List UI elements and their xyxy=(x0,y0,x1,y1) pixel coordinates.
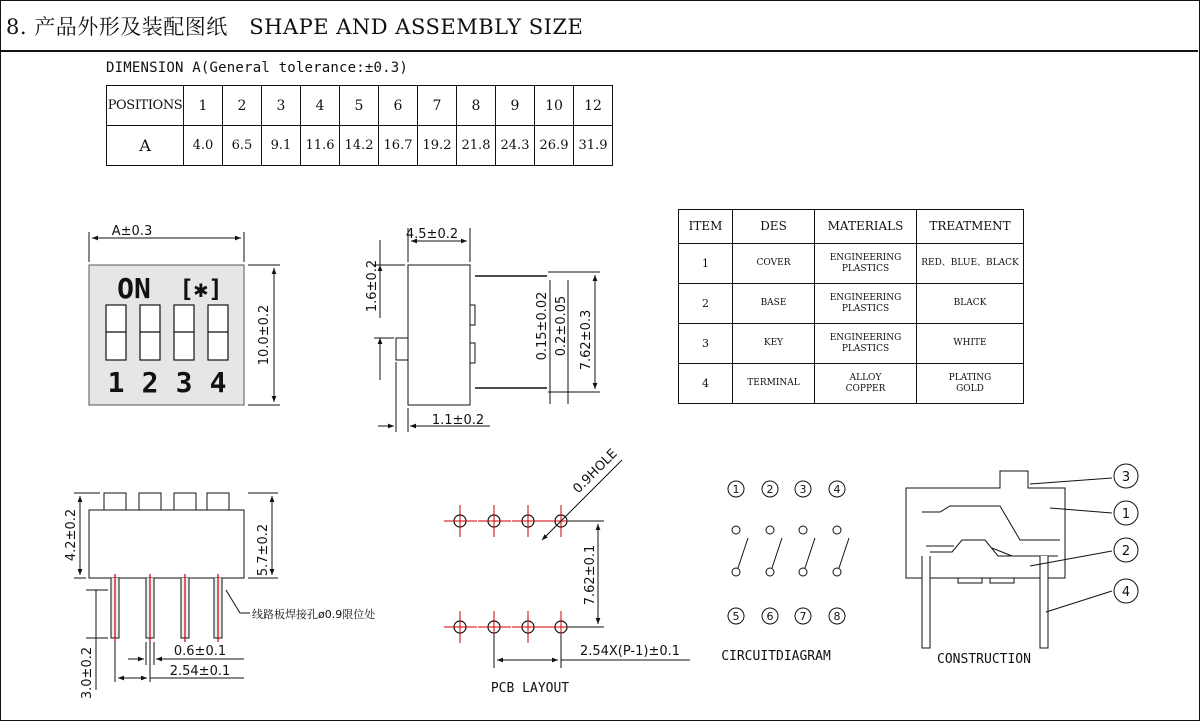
material-line: PLASTICS xyxy=(841,343,890,354)
base-foot xyxy=(958,578,982,583)
item-cell: 3 xyxy=(679,324,733,364)
side-dim-label: 7.62±0.3 xyxy=(579,309,594,371)
value-cell: 11.6 xyxy=(301,126,340,166)
front-body xyxy=(89,510,244,578)
side-tab xyxy=(470,305,475,325)
pcb-holes xyxy=(454,515,567,633)
switch-contact xyxy=(833,568,841,576)
front-dim-label: 3.0±0.2 xyxy=(80,646,95,700)
front-view xyxy=(74,493,278,690)
position-cell: 12 xyxy=(574,86,613,126)
switch-blade xyxy=(839,538,849,568)
front-key xyxy=(207,493,229,510)
title-cn: 8. 产品外形及装配图纸 xyxy=(6,15,228,39)
circuit-bottom-nodes xyxy=(728,608,845,624)
pcb-dim-label: 2.54X(P-1)±0.1 xyxy=(579,644,681,659)
key-line xyxy=(930,540,1058,556)
switch-contact xyxy=(732,568,740,576)
value-cell: 31.9 xyxy=(574,126,613,166)
base-foot xyxy=(990,578,1014,583)
switch-number: 2 xyxy=(141,366,159,399)
header-materials: MATERIALS xyxy=(815,210,917,244)
solder-note: 线路板焊接孔ø0.9限位处 xyxy=(252,608,376,621)
position-cell: 8 xyxy=(457,86,496,126)
switch-blade xyxy=(772,538,782,568)
node-number: 2 xyxy=(766,483,774,496)
switch-contact xyxy=(799,526,807,534)
position-cell: 1 xyxy=(184,86,223,126)
value-cell: 14.2 xyxy=(340,126,379,166)
treatment-line: WHITE xyxy=(953,338,987,348)
switch-number: 4 xyxy=(209,366,227,399)
item-cell: 2 xyxy=(679,284,733,324)
dim-a-label: A±0.3 xyxy=(111,224,153,239)
des-cell: KEY xyxy=(733,324,815,364)
value-cell: 4.0 xyxy=(184,126,223,166)
callout-number: 4 xyxy=(1121,585,1131,600)
construction-view xyxy=(906,464,1138,648)
position-cell: 3 xyxy=(262,86,301,126)
switch-contact xyxy=(833,526,841,534)
side-dim-label: 0.15±0.02 xyxy=(535,291,550,361)
des-cell: TERMINAL xyxy=(733,364,815,404)
value-cell: 6.5 xyxy=(223,126,262,166)
treatment-line: BLACK xyxy=(953,298,987,308)
pcb-dim-label: 7.62±0.1 xyxy=(583,544,598,606)
mark-label: [✱] xyxy=(179,275,223,303)
callout-leader xyxy=(1046,591,1112,612)
switch-contact xyxy=(732,526,740,534)
construction-caption: CONSTRUCTION xyxy=(937,652,1031,667)
material-line: COPPER xyxy=(845,383,886,394)
side-tab xyxy=(470,343,475,363)
position-cell: 5 xyxy=(340,86,379,126)
position-cell: 7 xyxy=(418,86,457,126)
terminal-pin xyxy=(922,556,930,648)
position-cell: 9 xyxy=(496,86,535,126)
des-cell: BASE xyxy=(733,284,815,324)
material-line: PLASTICS xyxy=(841,263,890,274)
des-cell: COVER xyxy=(733,244,815,284)
title-en: SHAPE AND ASSEMBLY SIZE xyxy=(249,15,584,39)
value-cell: 26.9 xyxy=(535,126,574,166)
position-cell: 10 xyxy=(535,86,574,126)
front-dim-label: 0.6±0.1 xyxy=(173,644,227,659)
value-cell: 24.3 xyxy=(496,126,535,166)
material-line: ALLOY xyxy=(849,372,882,383)
pcb-layout xyxy=(444,460,690,668)
node-number: 4 xyxy=(833,483,841,496)
side-dim-label: 1.1±0.2 xyxy=(431,413,485,428)
node-number: 6 xyxy=(766,610,774,623)
side-actuator xyxy=(396,338,408,360)
position-cell: 6 xyxy=(379,86,418,126)
switch-blade xyxy=(805,538,815,568)
node-number: 1 xyxy=(732,483,740,496)
switch-contact xyxy=(799,568,807,576)
circuit-diagram xyxy=(728,481,849,624)
node-number: 5 xyxy=(732,610,740,623)
switch-number: 3 xyxy=(175,366,193,399)
header-des: DES xyxy=(733,210,815,244)
node-number: 8 xyxy=(833,610,841,623)
note-leader xyxy=(226,590,250,613)
cover-inner-line xyxy=(922,506,1060,540)
front-key xyxy=(174,493,196,510)
value-cell: 16.7 xyxy=(379,126,418,166)
treatment-line: PLATING xyxy=(948,372,992,383)
side-width-label: 4.5±0.2 xyxy=(405,227,459,242)
value-cell: 21.8 xyxy=(457,126,496,166)
material-line: ENGINEERING xyxy=(829,252,902,263)
circuit-caption: CIRCUITDIAGRAM xyxy=(721,649,831,664)
position-cell: 4 xyxy=(301,86,340,126)
a-header: A xyxy=(107,126,184,166)
node-number: 3 xyxy=(799,483,807,496)
switch-blade xyxy=(738,538,748,568)
treatment-line: GOLD xyxy=(956,383,984,394)
position-cell: 2 xyxy=(223,86,262,126)
material-line: PLASTICS xyxy=(841,303,890,314)
side-dim-label: 0.2±0.05 xyxy=(554,295,569,357)
circuit-switches xyxy=(732,526,849,576)
material-line: ENGINEERING xyxy=(829,332,902,343)
switch-number: 1 xyxy=(107,366,125,399)
positions-header: POSITIONS xyxy=(107,86,184,126)
front-key xyxy=(104,493,126,510)
item-cell: 4 xyxy=(679,364,733,404)
contact-line xyxy=(926,546,1012,556)
callout-number: 2 xyxy=(1121,544,1131,559)
value-cell: 9.1 xyxy=(262,126,301,166)
value-cell: 19.2 xyxy=(418,126,457,166)
hole-leader xyxy=(542,460,622,540)
front-dim-label: 2.54±0.1 xyxy=(169,664,231,679)
switch-contact xyxy=(766,568,774,576)
item-cell: 1 xyxy=(679,244,733,284)
callout-leader xyxy=(1030,478,1112,484)
circuit-top-nodes xyxy=(728,481,845,497)
hole-label: 0.9HOLE xyxy=(570,446,621,497)
side-dim-label: 1.6±0.2 xyxy=(365,259,380,313)
callout-number: 3 xyxy=(1121,470,1131,485)
header-item: ITEM xyxy=(679,210,733,244)
on-label: ON xyxy=(117,272,151,305)
switch-contact xyxy=(766,526,774,534)
terminal-pin xyxy=(1040,556,1048,648)
callout-leader xyxy=(1050,508,1112,513)
dimension-caption: DIMENSION A(General tolerance:±0.3) xyxy=(106,60,409,76)
node-number: 7 xyxy=(799,610,807,623)
front-key xyxy=(139,493,161,510)
dim-height-label: 10.0±0.2 xyxy=(257,304,272,366)
pin-centerlines xyxy=(115,574,218,642)
material-line: ENGINEERING xyxy=(829,292,902,303)
callout-number: 1 xyxy=(1121,507,1131,522)
header-treatment: TREATMENT xyxy=(917,210,1024,244)
front-dim-label: 5.7±0.2 xyxy=(256,523,271,577)
side-body xyxy=(408,265,470,405)
front-pins xyxy=(111,578,222,638)
pcb-caption: PCB LAYOUT xyxy=(490,681,570,696)
front-dim-label: 4.2±0.2 xyxy=(64,508,79,562)
treatment-line: RED、BLUE、BLACK xyxy=(921,258,1019,268)
